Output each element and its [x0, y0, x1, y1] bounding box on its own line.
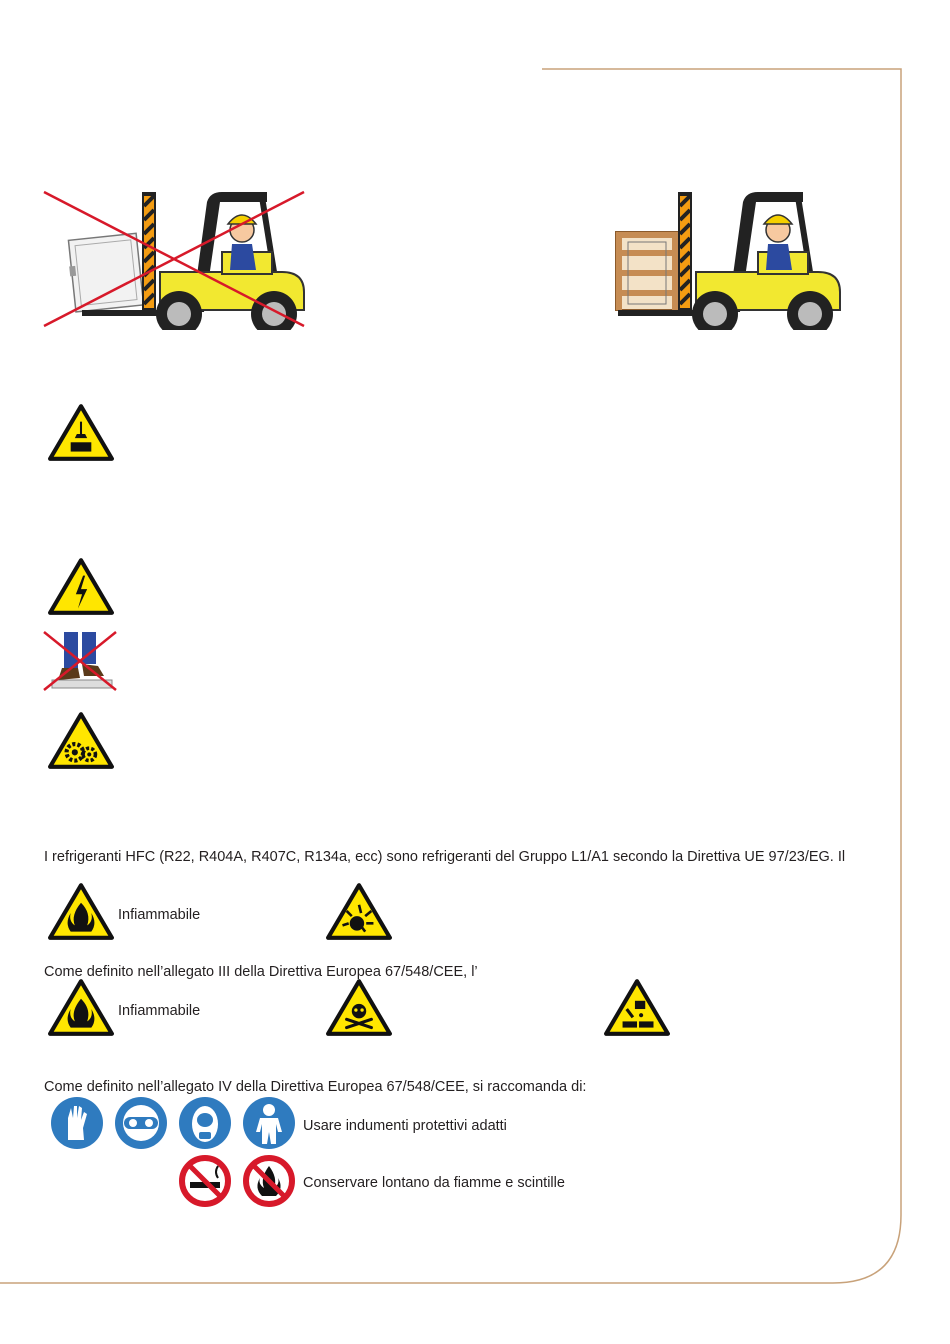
high-voltage-warning-icon	[48, 557, 114, 617]
corrosive-warning-icon	[604, 978, 670, 1038]
annex4-intro: Come definito nell’allegato IV della Direttiva Europea 67/548/CEE, si raccomanda di:	[44, 1079, 587, 1095]
protective-suit-mandatory-icon	[242, 1096, 296, 1150]
keep-away-label: Conservare lontano da fiamme e scintille	[303, 1175, 565, 1191]
flammable-label: Infiammabile	[118, 1003, 201, 1019]
no-open-flames-icon	[242, 1154, 296, 1208]
flammable-warning-icon	[48, 882, 114, 942]
protective-clothing-label: Usare indumenti protettivi adatti	[303, 1118, 507, 1134]
gloves-mandatory-icon	[50, 1096, 104, 1150]
no-stepping-icon	[42, 630, 118, 692]
refrigerants-intro: I refrigeranti HFC (R22, R404A, R407C, R134a, ecc) sono refrigeranti del Gruppo L1/A1 secondo la Direttiva UE 97/23/EG. Il	[44, 849, 846, 865]
forklift-crossed-out-icon	[42, 190, 306, 330]
flammable-label: Infiammabile	[118, 907, 201, 923]
face-shield-mandatory-icon	[178, 1096, 232, 1150]
annex3-intro: Come definito nell’allegato III della Direttiva Europea 67/548/CEE, l’	[44, 964, 478, 980]
toxic-warning-icon	[326, 978, 392, 1038]
rotating-gears-warning-icon	[48, 711, 114, 771]
suspended-load-warning-icon	[48, 403, 114, 463]
forklift-with-crate-icon	[578, 190, 844, 330]
no-smoking-icon	[178, 1154, 232, 1208]
flammable-warning-icon	[48, 978, 114, 1038]
goggles-mandatory-icon	[114, 1096, 168, 1150]
explosive-warning-icon	[326, 882, 392, 942]
